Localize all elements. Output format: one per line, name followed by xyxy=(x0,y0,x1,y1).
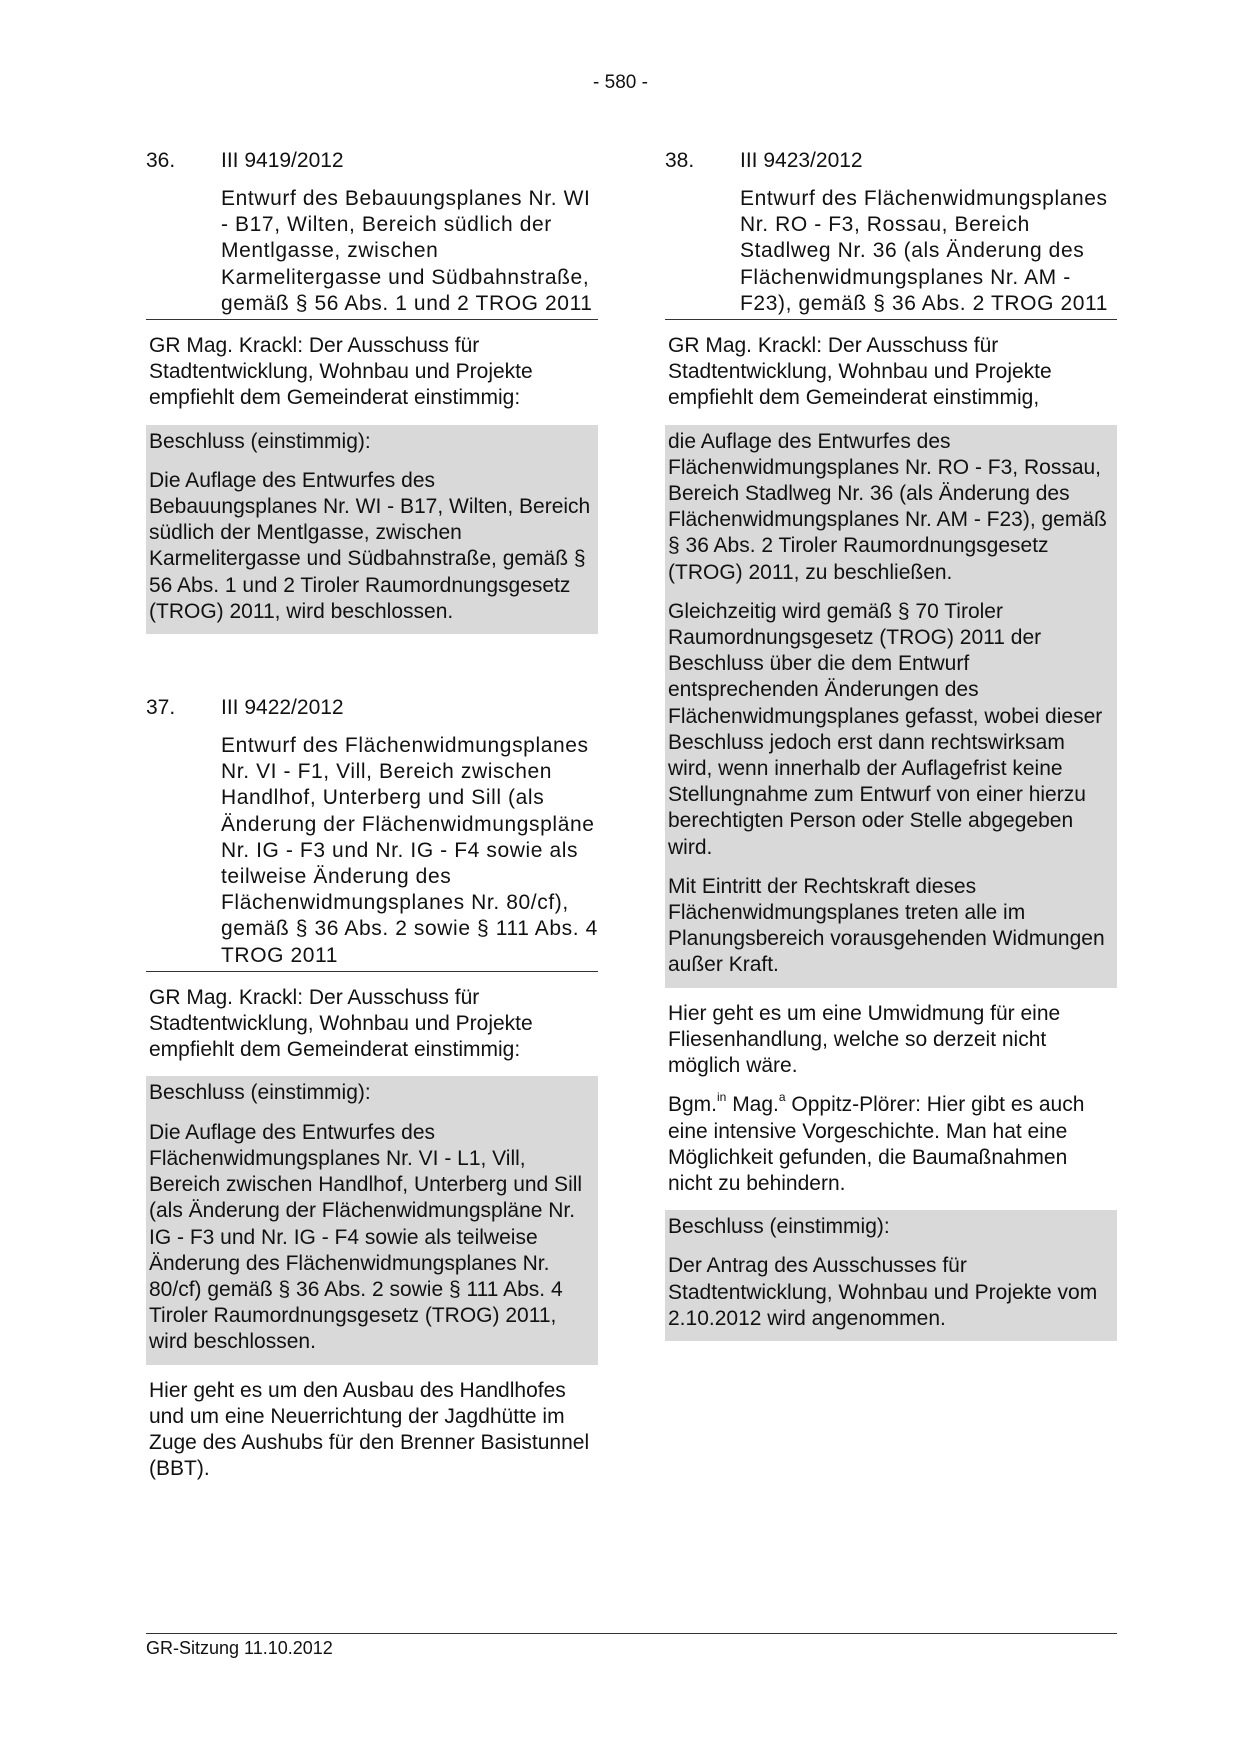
speaker-title: Mag. xyxy=(726,1093,779,1117)
left-column xyxy=(146,148,598,1495)
item-header xyxy=(665,148,1117,174)
divider xyxy=(146,319,598,320)
speaker-title: Bgm. xyxy=(668,1093,718,1117)
recommendation-text: GR Mag. Krackl: Der Ausschuss für Stadtentwicklung, Wohnbau und Projekte empfiehlt dem Gemeinderat einstimmig: xyxy=(149,985,533,1062)
decision-box xyxy=(146,1076,598,1364)
item-code: III 9422/2012 xyxy=(221,696,344,720)
agenda-item-36 xyxy=(146,148,598,634)
decision-text: Die Auflage des Entwurfes des Bebauungsplanes Nr. WI - B17, Wilten, Bereich südlich der Mentlgasse, zwischen Karmelitergasse und Südbahnstraße, gemäß § 56 Abs. 1 und 2 Tiroler Raumordnungsgesetz (TROG) 2011, wird beschlossen. xyxy=(149,468,591,623)
divider xyxy=(665,319,1117,320)
footer-divider xyxy=(146,1633,1117,1634)
item-number: 37. xyxy=(146,696,176,720)
item-title: Entwurf des Flächenwidmungsplanes Nr. RO - F3, Rossau, Bereich Stadlweg Nr. 36 (als Änderung des Flächenwidmungsplanes Nr. AM - F23), gemäß § 36 Abs. 2 TROG 2011 xyxy=(740,187,1109,315)
motion-paragraph: die Auflage des Entwurfes des Flächenwidmungsplanes Nr. RO - F3, Rossau, Bereich Stadlweg Nr. 36 (als Änderung des Flächenwidmungsplanes Nr. AM - F23), gemäß § 36 Abs. 2 Tiroler Raumordnungsgesetz (TROG) 2011, zu beschließen. xyxy=(668,429,1107,584)
motion-paragraph: Gleichzeitig wird gemäß § 70 Tiroler Raumordnungsgesetz (TROG) 2011 der Beschluss über die dem Entwurf entsprechenden Änderungen des Flächenwidmungsplanes gefasst, wobei dieser Beschluss jedoch erst dann rechtswirksam wird, wenn innerhalb der Auflagefrist keine Stellungnahme zum Entwurf von einer hierzu berechtigten Person oder Stelle abgegeben wird. xyxy=(668,599,1103,859)
decision-box xyxy=(665,1210,1117,1341)
item-header xyxy=(146,695,598,721)
item-code: III 9419/2012 xyxy=(221,149,344,172)
decision-text: Die Auflage des Entwurfes des Flächenwidmungsplanes Nr. VI - L1, Vill, Bereich zwischen Handlhof, Unterberg und Sill (als Änderung der Flächenwidmungspläne Nr. IG - F3 und Nr. IG - F4 sowie als teilweise Änderung des Flächenwidmungsplanes Nr. 80/cf) gemäß § 36 Abs. 2 sowie § 111 Abs. 4 Tiroler Raumordnungsgesetz (TROG) 2011, wird beschlossen. xyxy=(149,1120,583,1354)
motion-box xyxy=(665,425,1117,988)
superscript: a xyxy=(778,1090,786,1105)
decision-label: Beschluss (einstimmig): xyxy=(149,1081,371,1105)
statement-text: Oppitz-Plörer: Hier gibt es auch eine intensive Vorgeschichte. Man hat eine Möglichkeit gefunden, die Baumaßnahmen nicht zu behindern. xyxy=(668,1093,1085,1195)
comment-text: Hier geht es um eine Umwidmung für eine Fliesenhandlung, welche so derzeit nicht möglich wäre. xyxy=(668,1001,1061,1078)
item-number: 38. xyxy=(665,149,695,172)
item-number: 36. xyxy=(146,149,176,172)
decision-text: Der Antrag des Ausschusses für Stadtentwicklung, Wohnbau und Projekte vom 2.10.2012 wird angenommen. xyxy=(668,1254,1098,1330)
agenda-item-37 xyxy=(146,695,598,1482)
page-number: - 580 - xyxy=(593,72,648,93)
mayor-statement xyxy=(665,1092,1117,1197)
decision-label: Beschluss (einstimmig): xyxy=(668,1215,890,1239)
item-header xyxy=(146,148,598,174)
recommendation-text: GR Mag. Krackl: Der Ausschuss für Stadtentwicklung, Wohnbau und Projekte empfiehlt dem Gemeinderat einstimmig: xyxy=(149,334,533,410)
item-title: Entwurf des Bebauungsplanes Nr. WI - B17, Wilten, Bereich südlich der Mentlgasse, zwischen Karmelitergasse und Südbahnstraße, gemäß § 56 Abs. 1 und 2 TROG 2011 xyxy=(221,187,593,315)
item-code: III 9423/2012 xyxy=(740,149,863,172)
superscript: in xyxy=(717,1090,727,1105)
decision-label: Beschluss (einstimmig): xyxy=(149,429,371,453)
motion-paragraph: Mit Eintritt der Rechtskraft dieses Flächenwidmungsplanes treten alle im Planungsbereich vorausgehenden Widmungen außer Kraft. xyxy=(668,874,1105,977)
recommendation-text: GR Mag. Krackl: Der Ausschuss für Stadtentwicklung, Wohnbau und Projekte empfiehlt dem Gemeinderat einstimmig, xyxy=(668,334,1052,410)
decision-box xyxy=(146,425,598,634)
right-column xyxy=(665,148,1117,1354)
agenda-item-38 xyxy=(665,148,1117,1341)
comment-text: Hier geht es um den Ausbau des Handlhofes und um eine Neuerrichtung der Jagdhütte im Zuge des Aushubs für den Brenner Basistunnel (BBT). xyxy=(149,1378,590,1481)
footer-session: GR-Sitzung 11.10.2012 xyxy=(146,1638,333,1658)
item-title: Entwurf des Flächenwidmungsplanes Nr. VI - F1, Vill, Bereich zwischen Handlhof, Unterberg und Sill (als Änderung der Flächenwidmungspläne Nr. IG - F3 und Nr. IG - F4 sowie als teilweise Änderung des Flächenwidmungsplanes Nr. 80/cf), gemäß § 36 Abs. 2 sowie § 111 Abs. 4 TROG 2011 xyxy=(221,734,598,967)
divider xyxy=(146,971,598,972)
